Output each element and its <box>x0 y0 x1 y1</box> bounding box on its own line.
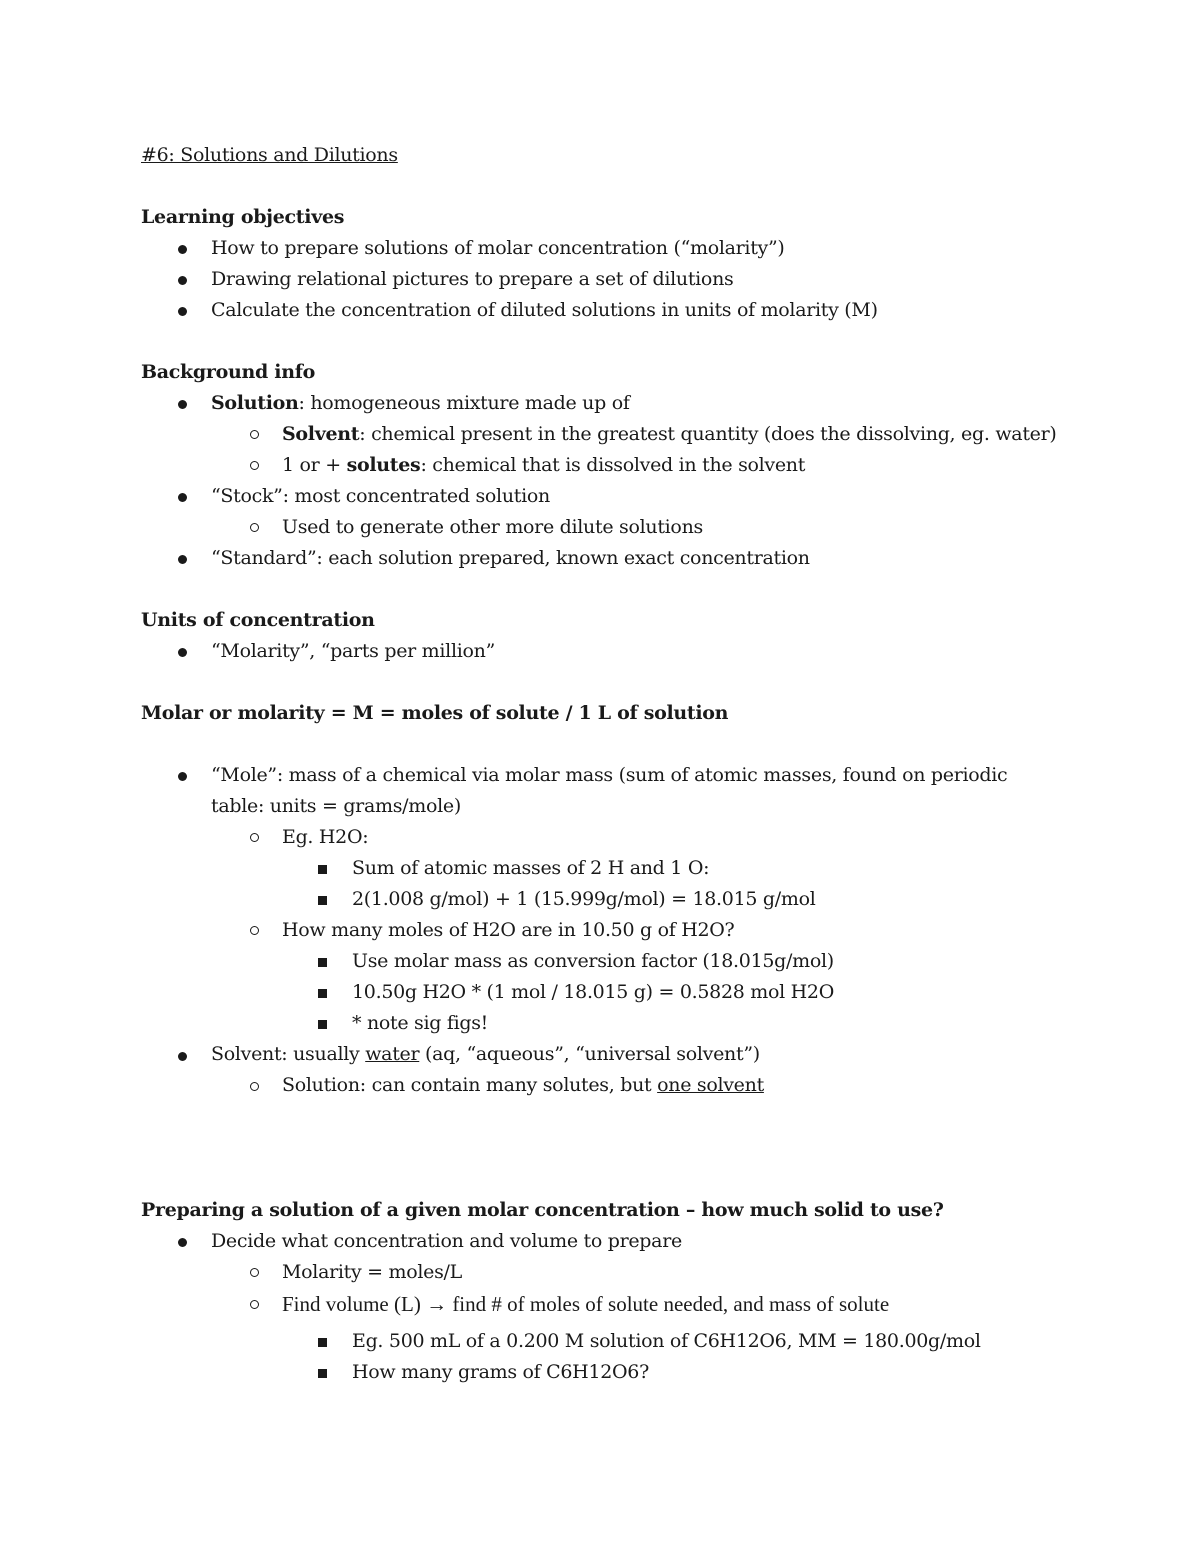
solutes-term: solutes <box>346 454 421 476</box>
bullet-square-icon <box>318 865 327 874</box>
list-item: * note sig figs! <box>352 1012 489 1034</box>
bullet-disc-icon <box>178 772 187 781</box>
solution-definition: : homogeneous mixture made up of <box>298 392 630 414</box>
page-title: #6: Solutions and Dilutions <box>141 144 398 166</box>
list-item: Use molar mass as conversion factor (18.015g/mol) <box>352 950 834 972</box>
list-item: Molarity = moles/L <box>282 1261 462 1283</box>
solutes-prefix: 1 or + <box>282 454 347 476</box>
bullet-square-icon <box>318 1369 327 1378</box>
solvent-term: Solvent <box>282 423 360 445</box>
bullet-circle-icon <box>250 430 259 439</box>
molarity-heading: Molar or molarity = M = moles of solute / 1 L of solution <box>141 702 729 724</box>
list-item: Drawing relational pictures to prepare a set of dilutions <box>211 268 734 290</box>
bullet-disc-icon <box>178 400 187 409</box>
solution-term: Solution <box>211 392 299 414</box>
preparing-heading: Preparing a solution of a given molar concentration – how much solid to use? <box>141 1199 944 1221</box>
solvent-definition: : chemical present in the greatest quantity (does the dissolving, eg. water) <box>359 423 1057 445</box>
list-item: “Standard”: each solution prepared, known exact concentration <box>211 547 810 569</box>
bullet-square-icon <box>318 1020 327 1029</box>
background-info-heading: Background info <box>141 361 315 383</box>
bullet-circle-icon <box>250 523 259 532</box>
list-item: How many moles of H2O are in 10.50 g of H2O? <box>282 919 735 941</box>
bullet-circle-icon <box>250 461 259 470</box>
list-item: “Mole”: mass of a chemical via molar mass (sum of atomic masses, found on periodic <box>211 764 1008 786</box>
bullet-disc-icon <box>178 493 187 502</box>
solvent-prefix: Solvent: usually <box>211 1043 366 1065</box>
list-item-solutes <box>282 456 805 475</box>
bullet-disc-icon <box>178 1052 187 1061</box>
list-item: “Stock”: most concentrated solution <box>211 485 550 507</box>
bullet-circle-icon <box>250 926 259 935</box>
list-item: Sum of atomic masses of 2 H and 1 O: <box>352 857 710 879</box>
units-heading: Units of concentration <box>141 609 375 631</box>
list-item-continuation: table: units = grams/mole) <box>211 795 461 817</box>
bullet-disc-icon <box>178 648 187 657</box>
list-item: Used to generate other more dilute solutions <box>282 516 703 538</box>
bullet-disc-icon <box>178 1238 187 1247</box>
bullet-circle-icon <box>250 833 259 842</box>
list-item: Eg. 500 mL of a 0.200 M solution of C6H12O6, MM = 180.00g/mol <box>352 1330 981 1352</box>
bullet-disc-icon <box>178 307 187 316</box>
bullet-square-icon <box>318 896 327 905</box>
bullet-circle-icon <box>250 1268 259 1277</box>
learning-objectives-heading: Learning objectives <box>141 206 345 228</box>
bullet-disc-icon <box>178 245 187 254</box>
bullet-square-icon <box>318 1338 327 1347</box>
list-item: Find volume (L) → find # of moles of solute needed, and mass of solute <box>282 1292 890 1316</box>
list-item: 2(1.008 g/mol) + 1 (15.999g/mol) = 18.015 g/mol <box>352 888 816 910</box>
list-item: How many grams of C6H12O6? <box>352 1361 649 1383</box>
solutes-definition: : chemical that is dissolved in the solvent <box>420 454 806 476</box>
bullet-square-icon <box>318 989 327 998</box>
solution-prefix: Solution: can contain many solutes, but <box>282 1074 658 1096</box>
list-item: “Molarity”, “parts per million” <box>211 640 495 662</box>
list-item-solvent <box>282 425 1057 444</box>
list-item: Calculate the concentration of diluted solutions in units of molarity (M) <box>211 299 878 321</box>
list-item: Decide what concentration and volume to prepare <box>211 1230 682 1252</box>
one-solvent-underlined: one solvent <box>657 1074 764 1096</box>
bullet-disc-icon <box>178 555 187 564</box>
list-item: Eg. H2O: <box>282 826 369 848</box>
list-item-solution <box>211 394 630 413</box>
list-item-one-solvent <box>282 1076 764 1095</box>
bullet-disc-icon <box>178 276 187 285</box>
list-item: How to prepare solutions of molar concentration (“molarity”) <box>211 237 785 259</box>
bullet-circle-icon <box>250 1082 259 1091</box>
solvent-suffix: (aq, “aqueous”, “universal solvent”) <box>419 1043 760 1065</box>
list-item-solvent-water <box>211 1045 760 1064</box>
water-underlined: water <box>365 1043 420 1065</box>
list-item: 10.50g H2O * (1 mol / 18.015 g) = 0.5828 mol H2O <box>352 981 834 1003</box>
bullet-square-icon <box>318 958 327 967</box>
bullet-circle-icon <box>250 1300 259 1309</box>
